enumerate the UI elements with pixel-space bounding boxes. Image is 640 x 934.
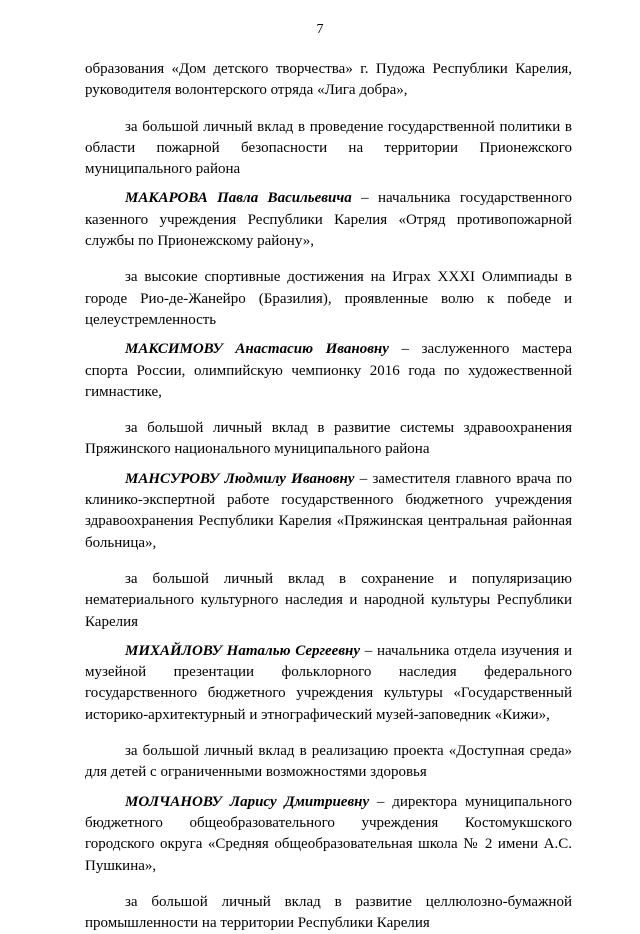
recipient-name: МОЛЧАНОВУ Ларису Дмитриевну <box>125 793 370 810</box>
award-recipient <box>85 188 572 252</box>
recipient-position: – директора муниципального бюджетного общеобразовательного учреждения Костомукшского городского округа «Средняя общеобразовательная школа № 2 имени А.С. Пушкина», <box>85 793 572 874</box>
award-recipient <box>85 641 572 726</box>
recipient-name: МИХАЙЛОВУ Наталью Сергеевну <box>125 642 361 659</box>
award-reason: за высокие спортивные достижения на Играх XXXI Олимпиады в городе Рио-де-Жанейро (Бразилия), проявленные волю к победе и целеустремленность <box>85 269 572 328</box>
recipient-position: – начальника отдела изучения и музейной презентации фольклорного наследия федерального государственного бюджетного учреждения культуры «Государственный историко-архитектурный и этнографический музей-заповедник «Кижи», <box>85 642 572 723</box>
award-reason: за большой личный вклад в сохранение и популяризацию нематериального культурного наследия и народной культуры Республики Карелия <box>85 570 572 630</box>
award-reason: за большой личный вклад в развитие системы здравоохранения Пряжинского национального муниципального района <box>85 420 572 458</box>
document-body <box>85 59 572 934</box>
award-reason: за большой личный вклад в развитие целлюлозно-бумажной промышленности на территории Республики Карелия <box>85 893 572 932</box>
recipient-name: МАНСУРОВУ Людмилу Ивановну <box>125 470 355 487</box>
award-reason: за большой личный вклад в реализацию проекта «Доступная среда» для детей с ограниченными возможностями здоровья <box>85 743 572 781</box>
award-recipient <box>85 339 572 403</box>
award-recipient <box>85 792 572 877</box>
page-number: 7 <box>316 22 324 37</box>
award-reason: за большой личный вклад в проведение государственной политики в области пожарной безопасности на территории Прионежского муниципального района <box>85 118 572 178</box>
recipient-position: – начальника государственного казенного учреждения Республики Карелия «Отряд противопожарной службы по Прионежскому району», <box>85 190 572 250</box>
paragraph-continuation: образования «Дом детского творчества» г. Пудожа Республики Карелия, руководителя волонтерского отряда «Лига добра», <box>85 61 572 99</box>
recipient-position: – заслуженного мастера спорта России, олимпийскую чемпионку 2016 года по художественной гимнастике, <box>85 341 572 400</box>
award-recipient <box>85 469 572 554</box>
recipient-name: МАКАРОВА Павла Васильевича <box>125 190 352 207</box>
recipient-name: МАКСИМОВУ Анастасию Ивановну <box>125 341 389 358</box>
recipient-position: – заместителя главного врача по клинико-экспертной работе государственного бюджетного учреждения здравоохранения Республики Карелия «Пряжинская центральная районная больница», <box>85 470 572 551</box>
